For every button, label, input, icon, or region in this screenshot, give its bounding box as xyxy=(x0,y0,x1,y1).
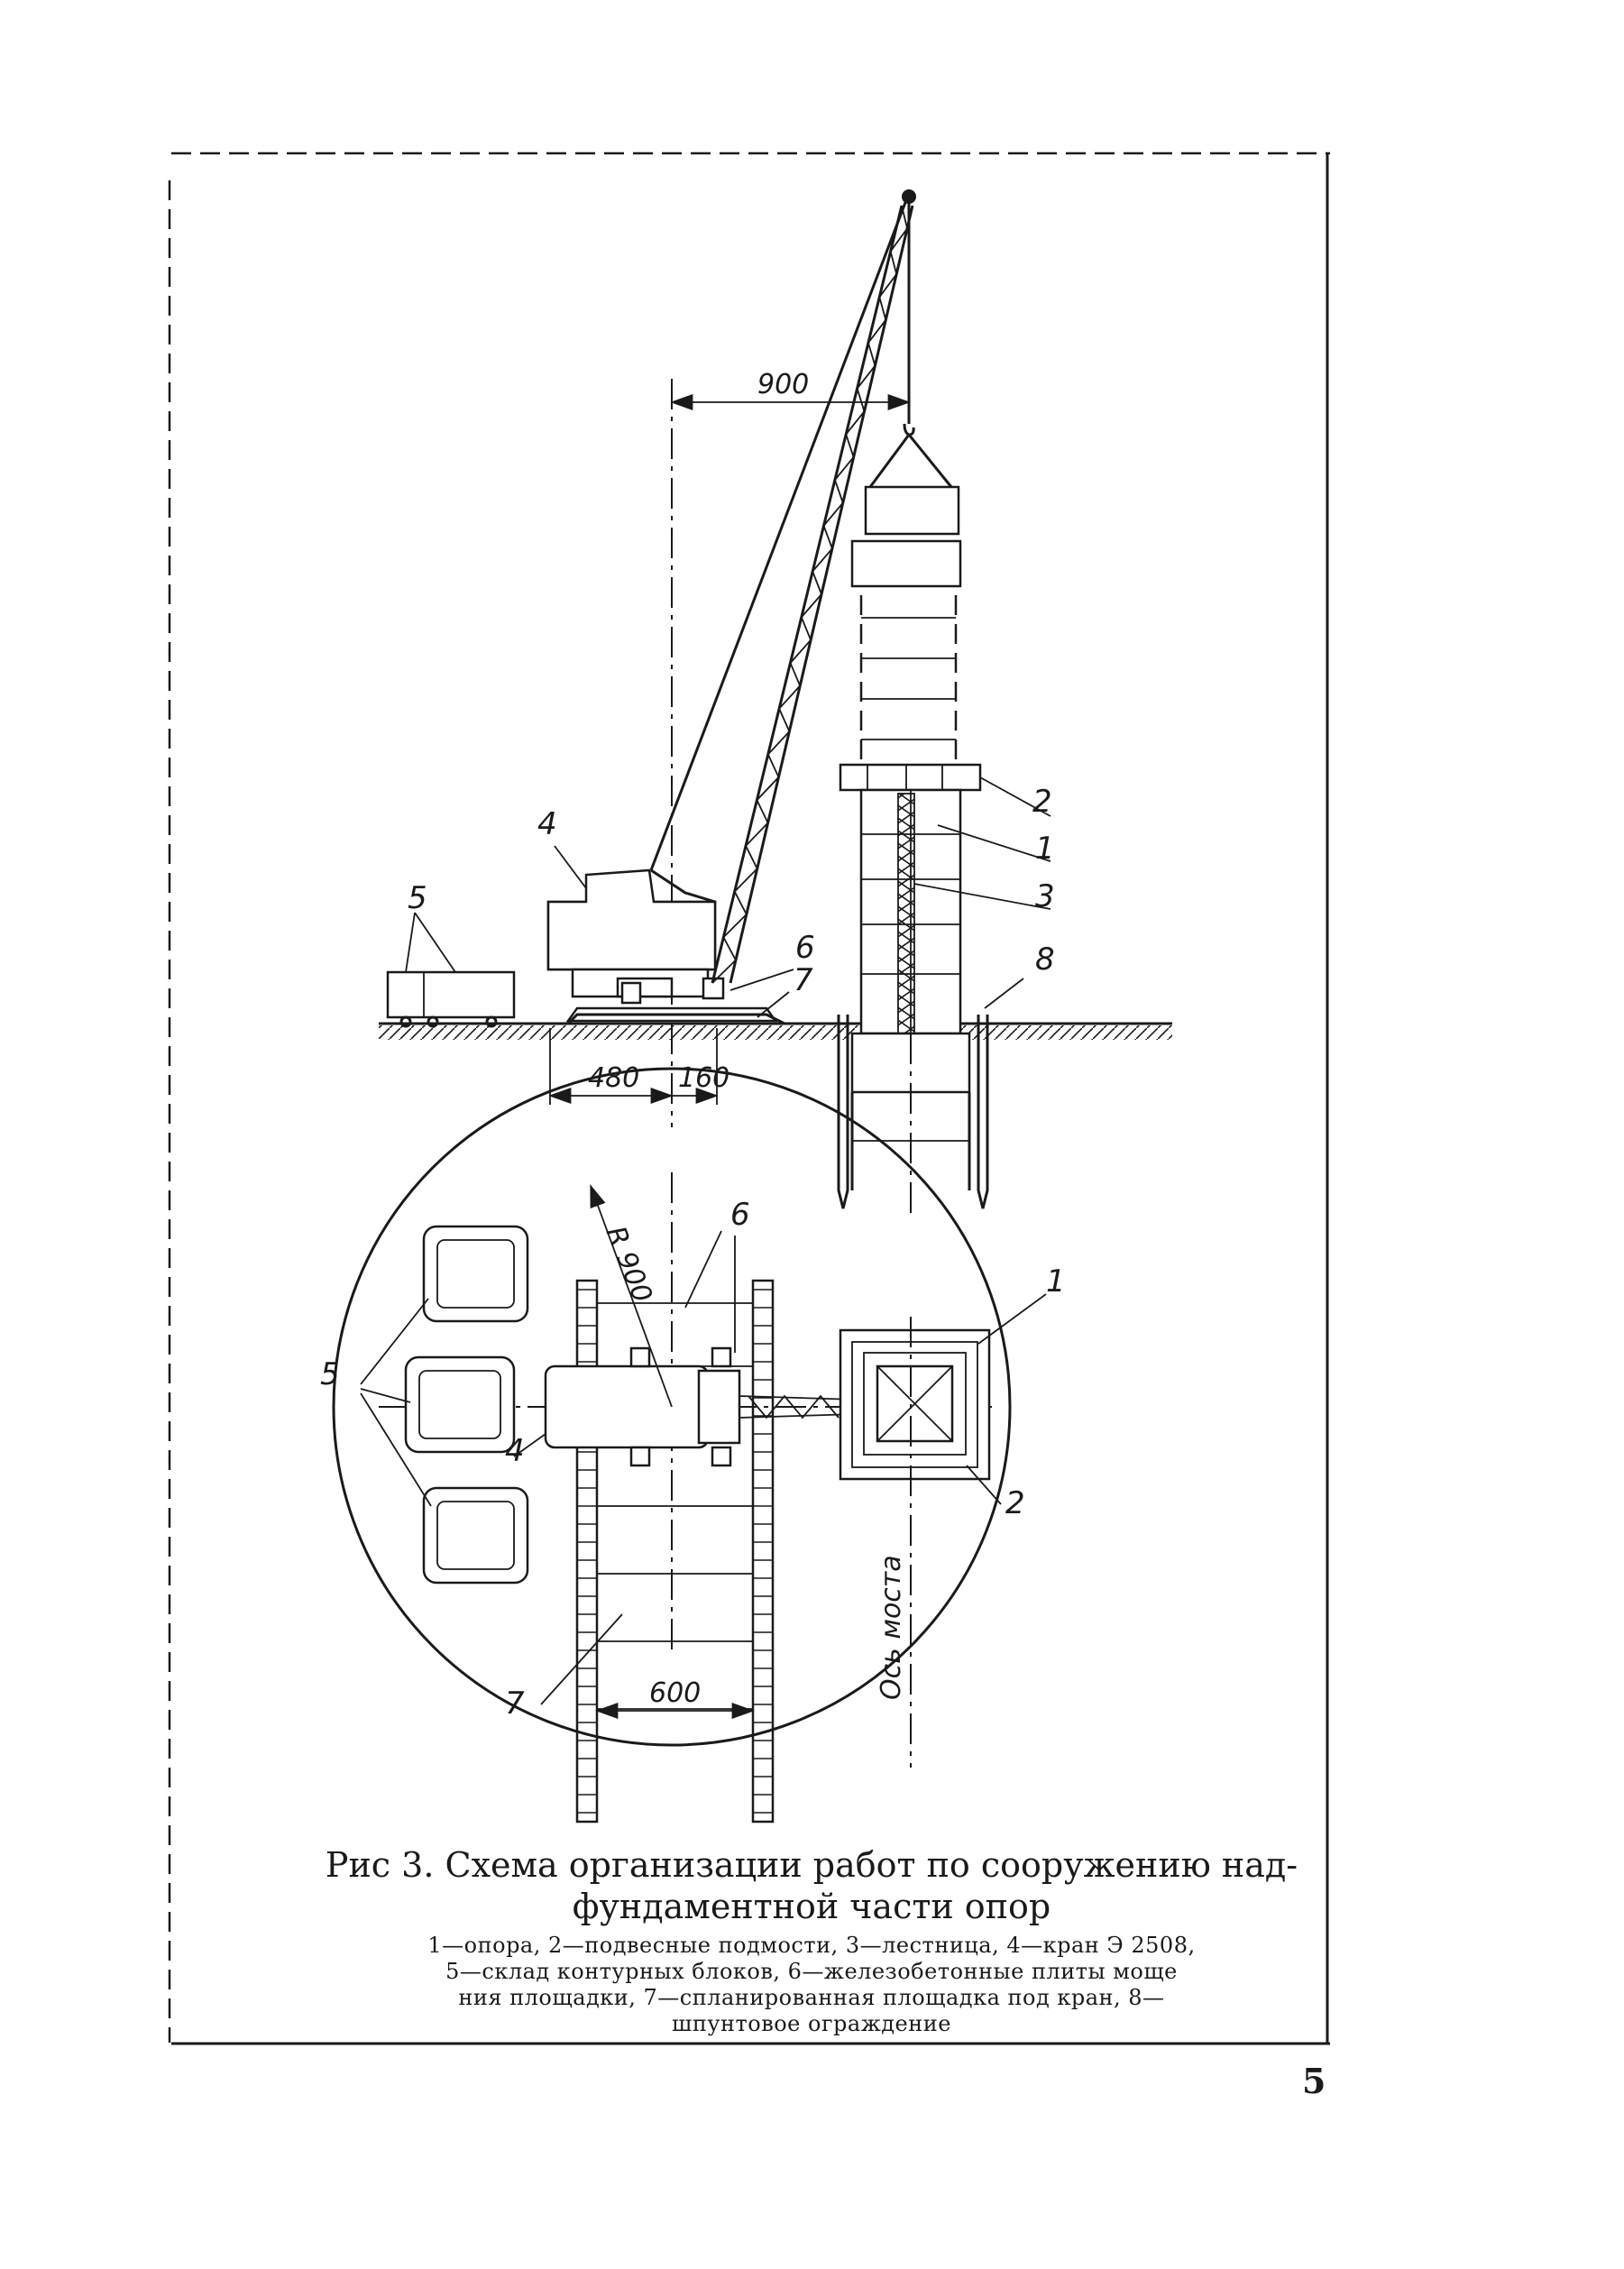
elevation-view xyxy=(379,189,1172,1213)
plan-view xyxy=(320,1069,1066,1822)
plan-label-4: 4 xyxy=(505,1433,525,1469)
crane-plan xyxy=(546,1348,857,1465)
caption-title-line-2: фундаментной части опор xyxy=(572,1887,1051,1926)
crane-body xyxy=(548,870,775,1021)
ground-line xyxy=(379,1024,1172,1040)
plan-label-6: 6 xyxy=(730,1197,750,1233)
label-7: 7 xyxy=(794,962,813,998)
plan-label-2: 2 xyxy=(1005,1485,1025,1521)
caption-legend-line-1: 1—опора, 2—подвесные подмости, 3—лестница, 4—кран Э 2508, xyxy=(427,1933,1196,1958)
dim-base-right-value: 160 xyxy=(678,1062,730,1094)
label-1: 1 xyxy=(1035,831,1055,867)
block-storage-plan xyxy=(361,1226,528,1583)
bridge-axis-label: Ось моста xyxy=(876,1555,907,1700)
label-4: 4 xyxy=(537,806,557,842)
page-number: 5 xyxy=(1302,2061,1326,2101)
label-8: 8 xyxy=(1035,942,1055,978)
block-storage-trailer xyxy=(388,913,514,1026)
label-3: 3 xyxy=(1035,878,1055,914)
radius-value: R 900 xyxy=(599,1221,658,1308)
plan-label-5: 5 xyxy=(320,1356,340,1392)
suspended-block xyxy=(866,435,959,534)
label-6: 6 xyxy=(795,930,815,966)
dim-base-left-value: 480 xyxy=(588,1062,640,1094)
figure-caption xyxy=(271,1844,1353,2037)
pier-column xyxy=(840,541,980,1213)
crane-tracks xyxy=(577,1281,773,1822)
plan-label-7: 7 xyxy=(505,1686,525,1722)
plan-label-1: 1 xyxy=(1046,1263,1066,1300)
label-5: 5 xyxy=(408,880,427,916)
caption-title-line-1: Рис 3. Схема организации работ по сооружению над- xyxy=(325,1845,1298,1885)
caption-legend-line-4: шпунтовое ограждение xyxy=(672,2011,951,2036)
dimension-track xyxy=(597,1677,753,1711)
dim-track-value: 600 xyxy=(649,1677,702,1709)
caption-legend-line-2: 5—склад контурных блоков, 6—железобетонные плиты моще xyxy=(445,1959,1178,1984)
pier-plan xyxy=(840,1317,989,1768)
caption-legend-line-3: ния площадки, 7—спланированная площадка под кран, 8— xyxy=(458,1985,1165,2010)
label-2: 2 xyxy=(1032,784,1052,820)
page-frame xyxy=(170,153,1330,2044)
dim-reach-value: 900 xyxy=(757,369,810,400)
